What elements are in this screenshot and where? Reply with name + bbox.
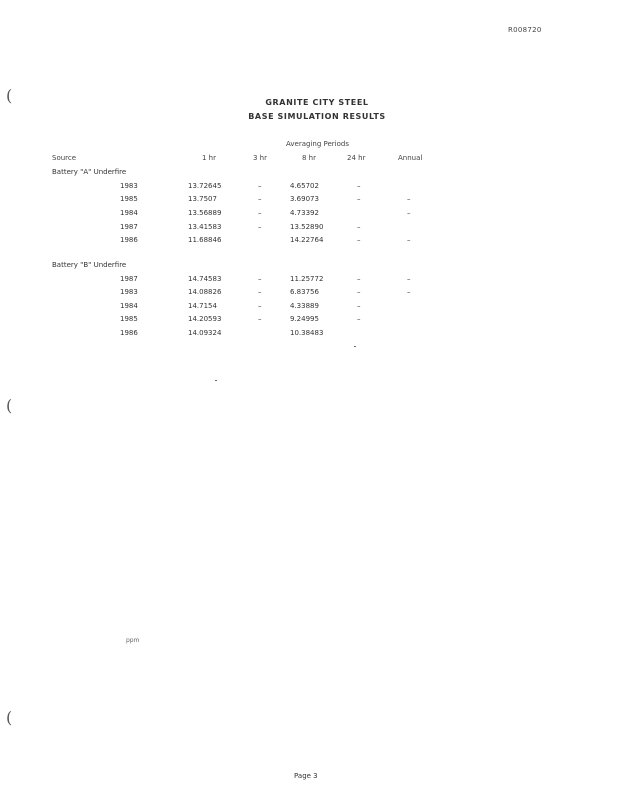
value-1hr: 14.20593 <box>188 315 222 323</box>
row-year: 1983 <box>120 288 138 296</box>
value-8hr: 10.38483 <box>290 329 324 337</box>
value-24hr: – <box>357 195 361 203</box>
value-8hr: 13.52890 <box>290 223 324 231</box>
row-year: 1983 <box>120 182 138 190</box>
value-3hr: – <box>258 315 262 323</box>
value-8hr: 3.69073 <box>290 195 319 203</box>
row-year: 1986 <box>120 329 138 337</box>
value-24hr: – <box>357 302 361 310</box>
value-24hr: – <box>357 236 361 244</box>
value-8hr: 9.24995 <box>290 315 319 323</box>
row-year: 1985 <box>120 315 138 323</box>
row-year: 1985 <box>120 195 138 203</box>
section-label-battery-b: Battery "B" Underfire <box>52 261 127 269</box>
hole-punch-mark: ( <box>6 86 13 105</box>
value-3hr: – <box>258 288 262 296</box>
row-year: 1987 <box>120 275 138 283</box>
section-label-battery-a: Battery "A" Underfire <box>52 168 127 176</box>
column-header-annual: Annual <box>398 154 423 162</box>
value-24hr: – <box>357 182 361 190</box>
hole-punch-mark: ( <box>6 396 13 415</box>
hole-punch-mark: ( <box>6 708 13 727</box>
column-header-24hr: 24 hr <box>347 154 366 162</box>
value-1hr: 13.72645 <box>188 182 222 190</box>
column-header-3hr: 3 hr <box>253 154 267 162</box>
value-1hr: 13.7507 <box>188 195 217 203</box>
column-header-source: Source <box>52 154 77 162</box>
value-annual: – <box>407 195 411 203</box>
stray-mark <box>354 346 356 347</box>
value-1hr: 14.09324 <box>188 329 222 337</box>
averaging-periods-label: Averaging Periods <box>286 140 349 148</box>
value-3hr: – <box>258 223 262 231</box>
value-24hr: – <box>357 275 361 283</box>
value-3hr: – <box>258 182 262 190</box>
document-id: R008720 <box>508 26 542 34</box>
value-1hr: 14.7154 <box>188 302 217 310</box>
report-title: GRANITE CITY STEEL <box>265 98 369 107</box>
value-1hr: 14.08826 <box>188 288 222 296</box>
row-year: 1987 <box>120 223 138 231</box>
value-24hr: – <box>357 315 361 323</box>
report-subtitle: BASE SIMULATION RESULTS <box>248 112 386 121</box>
value-24hr: – <box>357 223 361 231</box>
value-8hr: 14.22764 <box>290 236 324 244</box>
column-header-8hr: 8 hr <box>302 154 316 162</box>
value-8hr: 11.25772 <box>290 275 324 283</box>
value-1hr: 13.41583 <box>188 223 222 231</box>
value-annual: – <box>407 275 411 283</box>
value-24hr: – <box>357 288 361 296</box>
value-3hr: – <box>258 195 262 203</box>
value-annual: – <box>407 288 411 296</box>
row-year: 1984 <box>120 209 138 217</box>
value-1hr: 13.56889 <box>188 209 222 217</box>
stray-mark <box>215 380 217 381</box>
margin-note: ppm <box>126 637 140 644</box>
value-8hr: 4.33889 <box>290 302 319 310</box>
value-annual: – <box>407 209 411 217</box>
value-8hr: 6.83756 <box>290 288 319 296</box>
value-3hr: – <box>258 302 262 310</box>
row-year: 1986 <box>120 236 138 244</box>
value-1hr: 11.68846 <box>188 236 222 244</box>
value-8hr: 4.73392 <box>290 209 319 217</box>
value-3hr: – <box>258 209 262 217</box>
value-1hr: 14.74583 <box>188 275 222 283</box>
row-year: 1984 <box>120 302 138 310</box>
column-header-1hr: 1 hr <box>202 154 216 162</box>
value-3hr: – <box>258 275 262 283</box>
value-8hr: 4.65702 <box>290 182 319 190</box>
page-number: Page 3 <box>294 772 318 780</box>
value-annual: – <box>407 236 411 244</box>
